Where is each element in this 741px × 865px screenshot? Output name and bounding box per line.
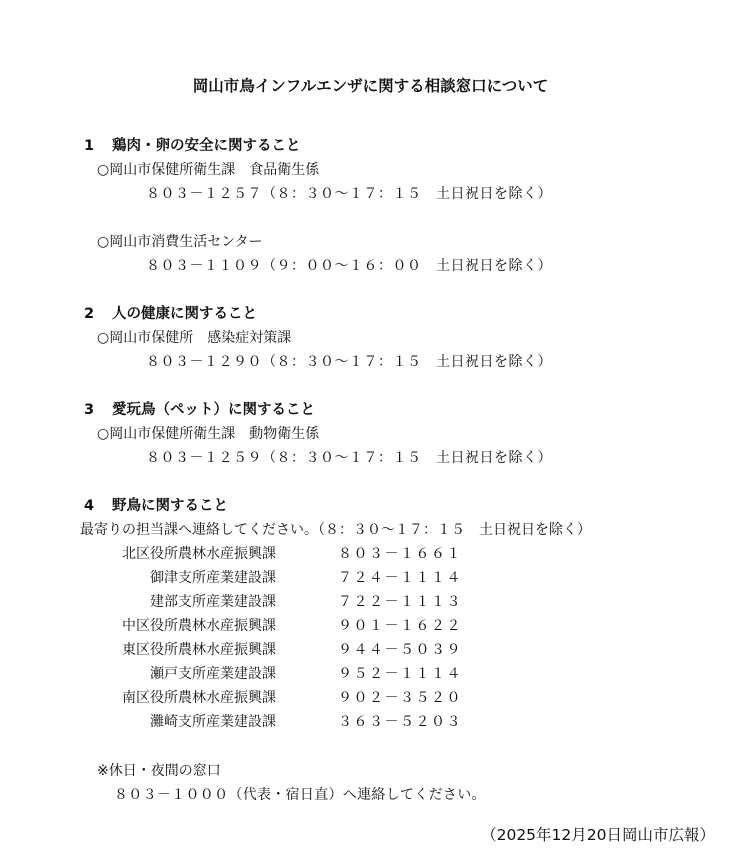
- department-name: 東区役所農林水産振興課: [122, 642, 276, 658]
- department-phone: ７２４－１１１４: [338, 570, 462, 586]
- department-phone: ９０１－１６２２: [338, 618, 462, 634]
- section-title: 鶏肉・卵の安全に関すること: [112, 138, 301, 154]
- department-name: 中区役所農林水産振興課: [122, 618, 276, 634]
- contact-phone: ８０３－１２５９（８：３０～１７：１５ 土日祝日を除く）: [146, 450, 552, 466]
- section-heading-2: [84, 305, 257, 323]
- section-title: 愛玩鳥（ペット）に関すること: [112, 402, 315, 418]
- department-name: 北区役所農林水産振興課: [122, 546, 276, 562]
- contact-office: ○岡山市保健所衛生課 動物衛生係: [97, 426, 320, 442]
- section-title: 人の健康に関すること: [112, 306, 257, 322]
- section-heading-3: [84, 401, 315, 419]
- department-phone: ３６３－５２０３: [338, 714, 462, 730]
- contact-phone: ８０３－１２５７（８：３０～１７：１５ 土日祝日を除く）: [146, 186, 552, 202]
- night-window-label: ※休日・夜間の窓口: [97, 763, 221, 779]
- department-name: 灘崎支所産業建設課: [150, 714, 276, 730]
- department-name: 建部支所産業建設課: [150, 594, 276, 610]
- section-intro: 最寄りの担当課へ連絡してください。（８：３０～１７：１５ 土日祝日を除く）: [80, 522, 591, 538]
- department-phone: ７２２－１１１３: [338, 594, 462, 610]
- department-phone: ９４４－５０３９: [338, 642, 462, 658]
- department-name: 御津支所産業建設課: [150, 570, 276, 586]
- contact-office: ○岡山市消費生活センター: [97, 234, 263, 250]
- contact-office: ○岡山市保健所 感染症対策課: [97, 330, 292, 346]
- section-title: 野鳥に関すること: [112, 498, 228, 514]
- contact-office: ○岡山市保健所衛生課 食品衛生係: [97, 162, 320, 178]
- section-number: 1: [84, 138, 95, 154]
- department-name: 南区役所農林水産振興課: [122, 690, 276, 706]
- section-heading-4: [84, 497, 228, 515]
- document-title: 岡山市鳥インフルエンザに関する相談窓口について: [192, 77, 549, 95]
- department-phone: ９５２－１１１４: [338, 666, 462, 682]
- department-phone: ８０３－１６６１: [338, 546, 462, 562]
- section-number: 3: [84, 402, 95, 418]
- contact-phone: ８０３－１１０９（９：００～１６：００ 土日祝日を除く）: [146, 258, 552, 274]
- section-number: 4: [84, 498, 95, 514]
- source-footer: （2025年12月20日岡山市広報）: [481, 826, 715, 844]
- section-number: 2: [84, 306, 95, 322]
- contact-phone: ８０３－１２９０（８：３０～１７：１５ 土日祝日を除く）: [146, 354, 552, 370]
- section-heading-1: [84, 137, 301, 155]
- night-window-line: ８０３－１０００（代表・宿日直）へ連絡してください。: [114, 787, 486, 803]
- department-phone: ９０２－３５２０: [338, 690, 462, 706]
- department-name: 瀬戸支所産業建設課: [150, 666, 276, 682]
